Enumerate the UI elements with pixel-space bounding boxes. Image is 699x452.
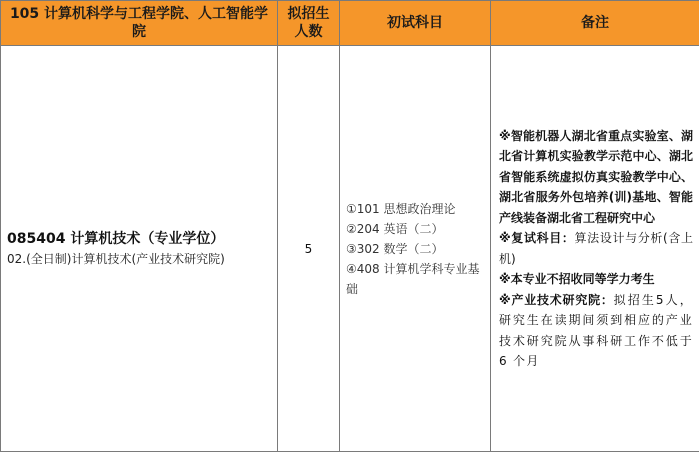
institute-value: 拟招生5人，研究生在读期间须到相应的产业技术研究院从事科研工作不低于 6 个月 [499, 292, 693, 368]
remarks-cell [491, 46, 699, 452]
subject-item: ①101 思想政治理论 [346, 201, 456, 216]
subjects-header: 初试科目 [340, 1, 491, 46]
subjects-cell [340, 46, 491, 452]
quota-header: 拟招生人数 [278, 1, 340, 46]
header-row [1, 1, 699, 46]
major-title: 085404 计算机技术（专业学位） [7, 230, 225, 247]
major-cell [1, 46, 278, 452]
subject-item: ③302 数学（二） [346, 241, 444, 256]
table-row [1, 46, 699, 452]
institute-label: ※产业技术研究院： [499, 292, 614, 307]
retest-note [499, 228, 693, 269]
institute-note [499, 290, 693, 372]
retest-value: 算法设计与分析(含上机) [499, 231, 693, 266]
college-header: 105 计算机科学与工程学院、人工智能学院 [1, 1, 278, 46]
remarks-header: 备注 [491, 1, 699, 46]
no-equivalent-note: ※本专业不招收同等学力考生 [499, 272, 655, 286]
subject-item: ②204 英语（二） [346, 221, 444, 236]
major-direction: 02.(全日制)计算机技术(产业技术研究院) [7, 251, 225, 266]
subject-item: ④408 计算机学科专业基础 [346, 261, 480, 296]
quota-cell: 5 [278, 46, 340, 452]
retest-label: ※复试科目： [499, 231, 575, 245]
labs-note: ※智能机器人湖北省重点实验室、湖北省计算机实验教学示范中心、湖北省智能系统虚拟仿真实验教学中心、湖北省服务外包培养(训)基地、智能产线装备湖北省工程研究中心 [499, 128, 693, 225]
